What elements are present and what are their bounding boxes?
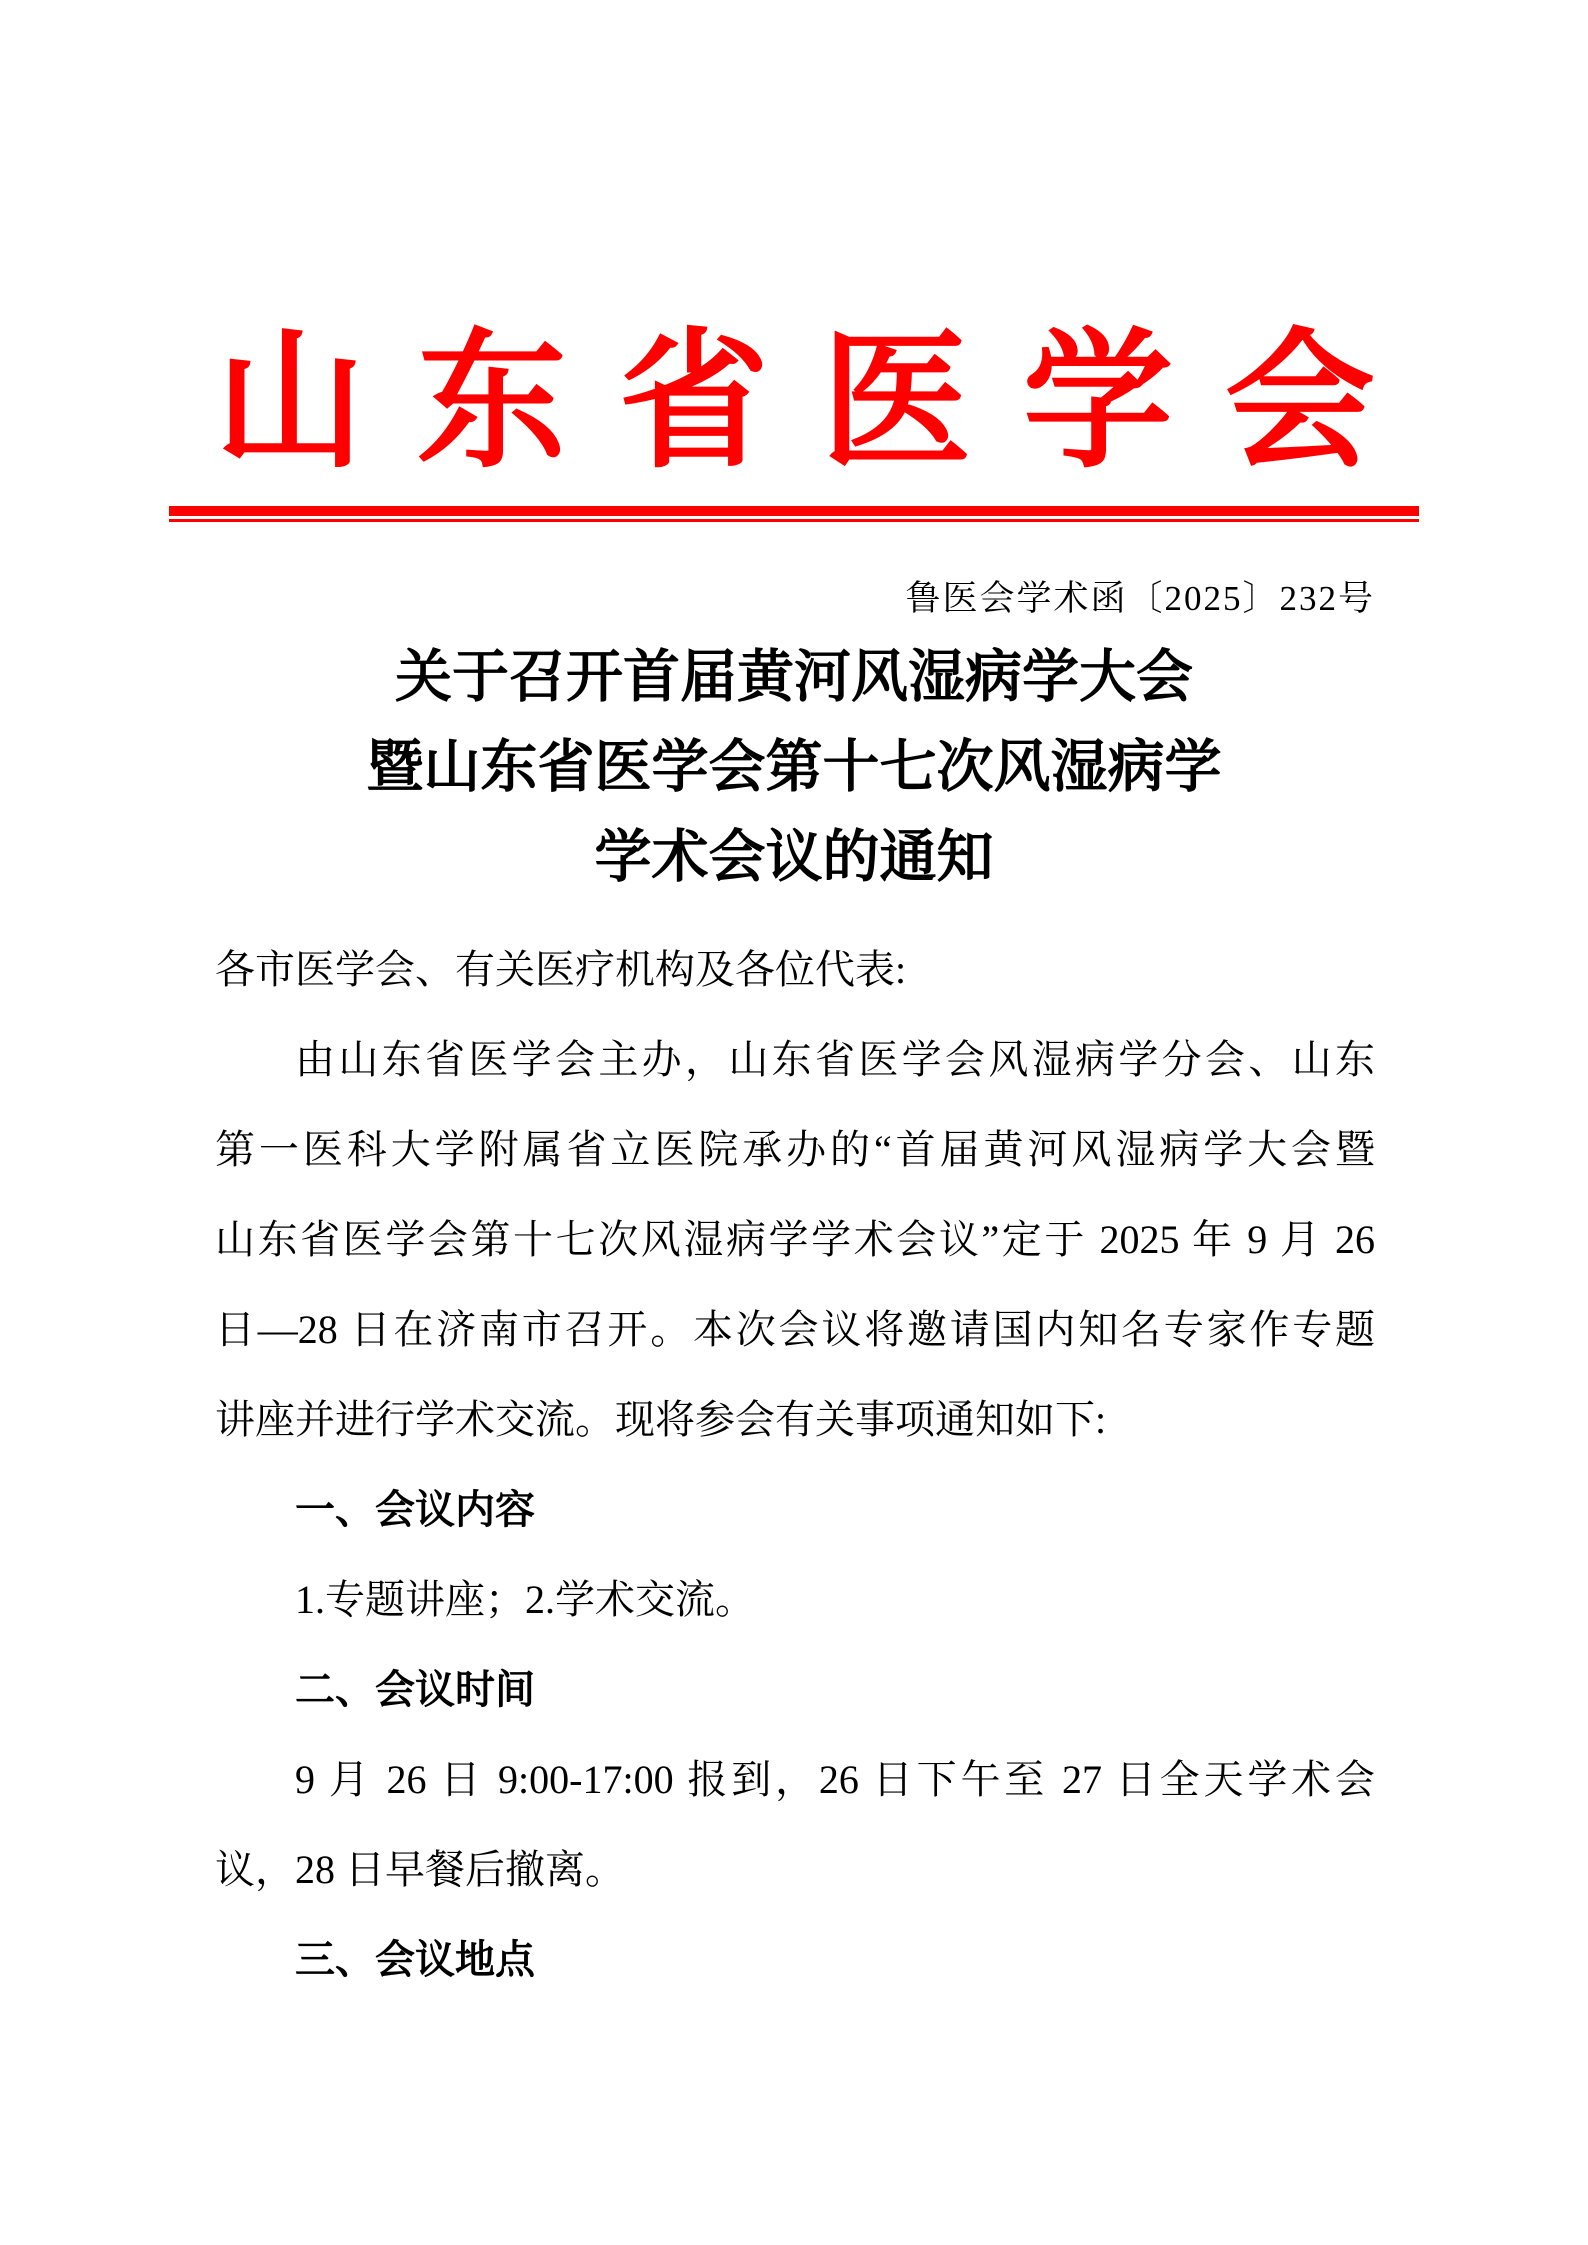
body-line: 山东省医学会第十七次风湿病学学术会议”定于 2025 年 9 月 26: [215, 1217, 1375, 1262]
notice-title-line-3: 学术会议的通知: [594, 826, 994, 889]
org-masthead-char: 山: [215, 320, 366, 486]
org-masthead-char: 医: [820, 320, 971, 486]
body-line: 讲座并进行学术交流。现将参会有关事项通知如下:: [215, 1397, 1107, 1442]
divider-thin-line: [169, 519, 1419, 522]
body-line: 9 月 26 日 9:00-17:00 报到，26 日下午至 27 日全天学术会: [295, 1757, 1375, 1802]
body-line: 日—28 日在济南市召开。本次会议将邀请国内知名专家作专题: [215, 1307, 1375, 1352]
body-line: 第一医科大学附属省立医院承办的“首届黄河风湿病学大会暨: [215, 1127, 1375, 1172]
notice-title-line-2: 暨山东省医学会第十七次风湿病学: [366, 736, 1222, 799]
body-line: 各市医学会、有关医疗机构及各位代表:: [215, 947, 907, 992]
body-line: 由山东省医学会主办，山东省医学会风湿病学分会、山东: [295, 1037, 1375, 1082]
masthead-divider: [169, 506, 1419, 522]
org-masthead-char: 会: [1224, 320, 1375, 486]
notice-title-line-1: 关于召开首届黄河风湿病学大会: [395, 646, 1193, 709]
body-section-heading: 二、会议时间: [295, 1668, 535, 1712]
org-masthead-char: 学: [1022, 320, 1173, 486]
divider-thick-line: [169, 506, 1419, 516]
org-masthead-char: 东: [416, 320, 567, 486]
org-masthead-char: 省: [618, 320, 769, 486]
notice-body: [215, 925, 1375, 2005]
body-line: 1.专题讲座；2.学术交流。: [295, 1577, 755, 1622]
body-section-heading: 三、会议地点: [295, 1938, 535, 1982]
doc-reference-number: 鲁医会学术函〔2025〕232号: [905, 579, 1375, 618]
body-section-heading: 一、会议内容: [295, 1488, 535, 1532]
notice-title: [214, 633, 1374, 903]
org-masthead: [215, 320, 1375, 486]
body-line: 议，28 日早餐后撤离。: [215, 1847, 625, 1892]
